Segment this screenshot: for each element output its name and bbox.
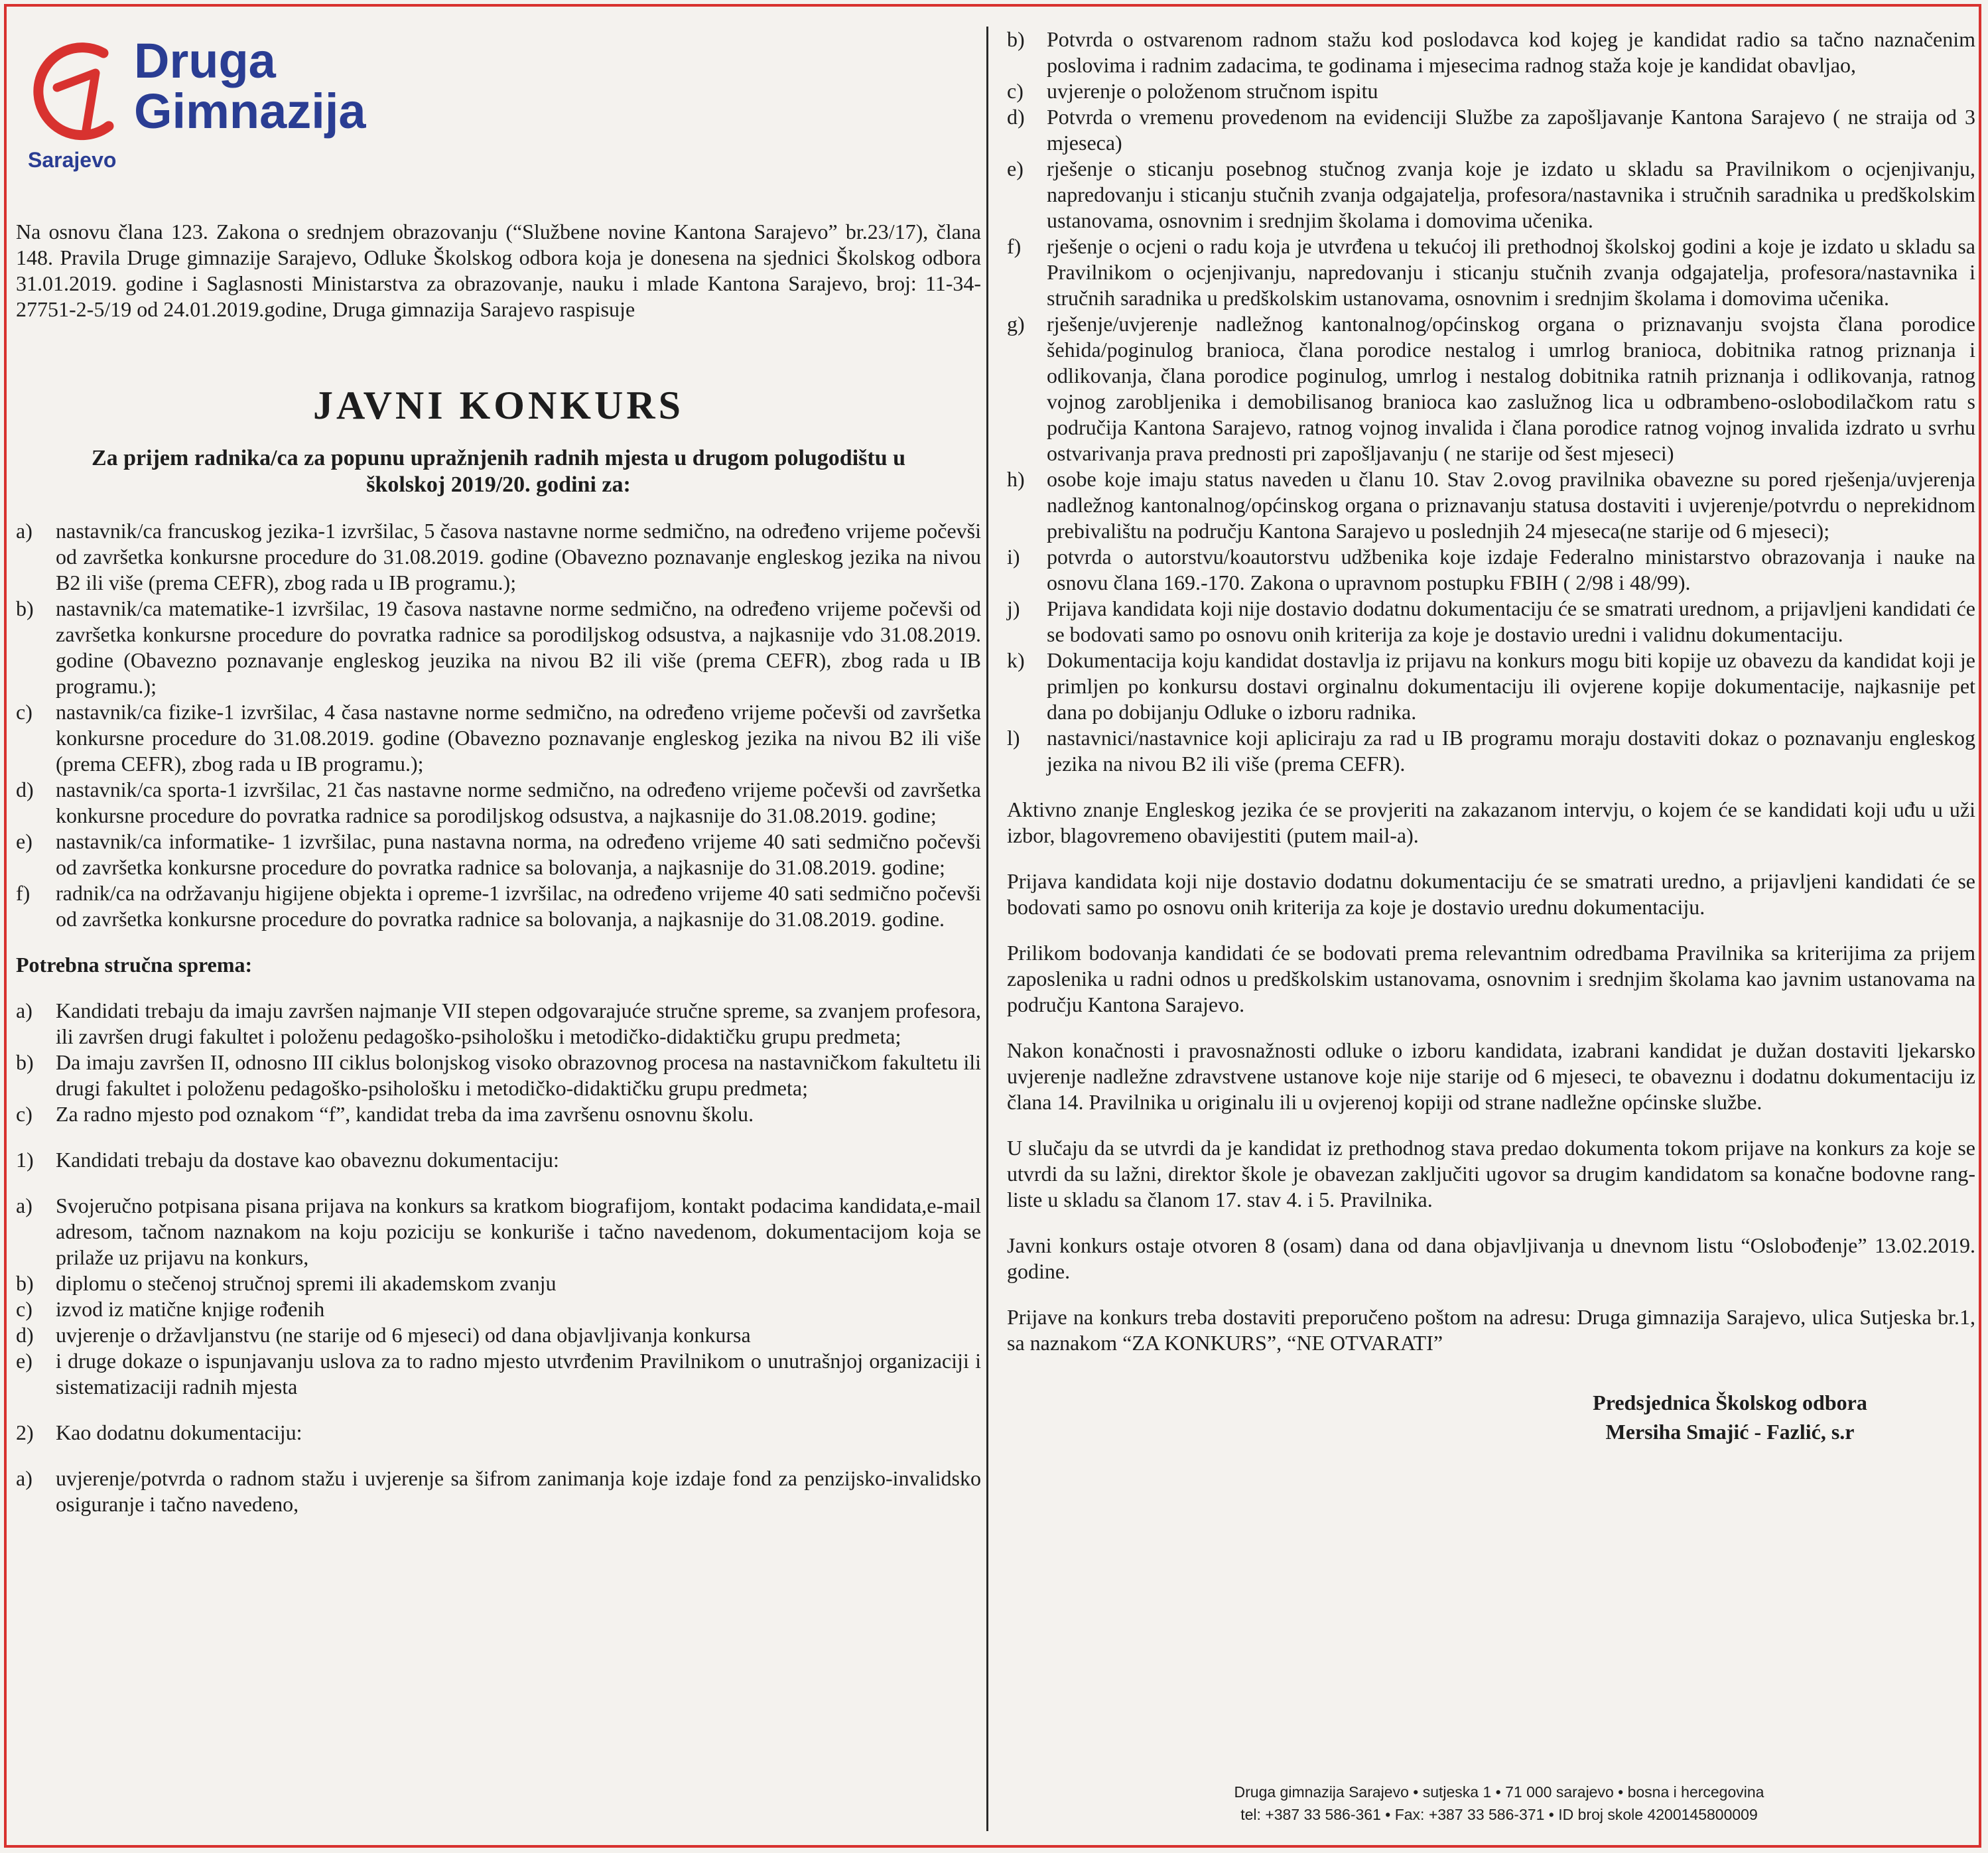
logo-city: Sarajevo: [28, 148, 117, 172]
closing-paragraphs: [1007, 797, 1975, 1356]
list-item-text: rješenje o sticanju posebnog stučnog zvanja koje je izdato u skladu sa Pravilnikom o ocjenjivanju, napredovanju i sticanju stučnih zvanja odgajatelja, profesora/nastavnika i stručnih saradnika u predškolskim ustanovama, osnovnim i srednjim školama i domovima učenika.: [1047, 157, 1975, 232]
list-item: [1007, 648, 1975, 725]
qualifications-list: [16, 998, 981, 1127]
list-item-label: e): [16, 829, 33, 853]
list-item-label: b): [16, 1050, 34, 1074]
list-item: [1007, 78, 1975, 104]
list-item-label: g): [1007, 312, 1025, 336]
list-item: [16, 1050, 981, 1101]
list-item-label: 2): [16, 1420, 34, 1444]
list-item-text: nastavnik/ca sporta-1 izvršilac, 21 čas nastavne norme sedmično, na određeno vrijeme počevši od završetka konkursne procedure do povratka radnice sa porodiljskog odsustva, a najkasnije do 31.08.2019. godine;: [56, 778, 981, 827]
list-item-label: c): [16, 1102, 33, 1126]
body-paragraph: Javni konkurs ostaje otvoren 8 (osam) dana od dana objavljivanja u dnevnom listu “Oslobođenje” 13.02.2019. godine.: [1007, 1233, 1975, 1283]
logo-line-1: Druga: [134, 33, 276, 88]
list-item-label: a): [16, 519, 33, 543]
list-item-text: Svojeručno potpisana pisana prijava na konkurs sa kratkom biografijom, kontakt podacima kandidata,e-mail adresom, tačnom naznakom na koju poziciju se konkuriše i tačno navedenom, dokumentacijom koja se prilaže uz prijavu na konkurs,: [56, 1194, 981, 1269]
docs2-list-right: [1007, 27, 1975, 777]
list-item: [16, 1466, 981, 1517]
list-item-label: j): [1007, 596, 1020, 620]
list-item-text: potvrda o autorstvu/koautorstvu udžbenika koje izdaje Federalno ministarstvo obrazovanja i nauke na osnovu člana 169.-170. Zakona o upravnom postupku FBIH ( 2/98 i 48/99).: [1047, 545, 1975, 594]
list-item-label: d): [16, 1323, 34, 1347]
list-item-text: nastavnici/nastavnice koji apliciraju za rad u IB programu moraju dostaviti dokaz o poznavanju engleskog jezika na nivou B2 ili više (prema CEFR).: [1047, 726, 1975, 776]
docs2-section: [16, 1420, 981, 1446]
list-item: [16, 596, 981, 699]
list-item: [1007, 27, 1975, 78]
list-item: [16, 1296, 981, 1322]
list-item: [16, 1147, 981, 1173]
list-item: [1007, 104, 1975, 156]
list-item-label: c): [1007, 79, 1024, 103]
list-item-label: f): [1007, 234, 1022, 258]
body-paragraph: Prilikom bodovanja kandidati će se bodovati prema relevantnim odredbama Pravilnika sa kriterijima za prijem zaposlenika u radni odnos u predškolskim ustanovama, osnovnim i srednjim školama kao javnim ustanovama na području Kantona Sarajevo.: [1007, 941, 1975, 1016]
list-item: [16, 1348, 981, 1400]
list-item: [16, 998, 981, 1050]
positions-list: [16, 518, 981, 932]
body-paragraph: U slučaju da se utvrdi da je kandidat iz prethodnog stava predao dokumenta tokom prijave na konkurs za koje se utvrdi da su lažni, direktor škole je obavezan zaključiti ugovor sa drugim kandidatom sa konačne bodovne rang-liste u skladu sa članom 17. stav 4. i 5. Pravilnika.: [1007, 1136, 1975, 1211]
list-item-text: Za radno mjesto pod oznakom “f”, kandidat treba da ima završenu osnovnu školu.: [56, 1102, 754, 1126]
body-paragraph: Aktivno znanje Engleskog jezika će se provjeriti na zakazanom intervju, o kojem će se kandidati koji uđu u uži izbor, blagovremeno obavijestiti (putem mail-a).: [1007, 797, 1975, 847]
list-item: [1007, 466, 1975, 544]
school-logo: [16, 27, 981, 199]
list-item: [1007, 311, 1975, 466]
list-item-label: a): [16, 1194, 33, 1217]
signature-role: Predsjednica Školskog odbora: [1593, 1391, 1867, 1414]
list-item-text: diplomu o stečenoj stručnoj spremi ili akademskom zvanju: [56, 1271, 557, 1295]
signature-block: [1485, 1388, 1975, 1446]
list-item-label: h): [1007, 467, 1025, 491]
list-item-text: nastavnik/ca informatike- 1 izvršilac, puna nastavna norma, na određeno vrijeme 40 sati sedmično počevši od završetka konkursne procedure do povratka radnice sa bolovanja, a najkasnije do 31.08.2019. godine;: [56, 829, 981, 879]
list-item-label: b): [16, 1271, 34, 1295]
docs1-section: [16, 1147, 981, 1173]
list-item: [16, 1270, 981, 1296]
logo-name: [134, 33, 366, 139]
list-item-label: l): [1007, 726, 1020, 750]
list-item-text: nastavnik/ca francuskog jezika-1 izvršilac, 5 časova nastavne norme sedmično, na određeno vrijeme počevši od završetka konkursne procedure do 31.08.2019. godine (Obavezno poznavanje engleskog jezika na nivou B2 ili više (prema CEFR), zbog rada u IB programu.);: [56, 519, 981, 594]
body-paragraph: Nakon konačnosti i pravosnažnosti odluke o izboru kandidata, izabrani kandidat je dužan dostaviti ljekarsko uvjerenje nadležne zdravstvene ustanove koje nije starije od 6 mjeseci, te obaveznu i dodatnu dokumentaciju iz člana 14. Pravilnika u originalu ili u ovjerenoj kopiji od strane nadležne općinske službe.: [1007, 1038, 1975, 1114]
list-item-label: e): [1007, 157, 1024, 180]
list-item: [1007, 156, 1975, 234]
docs2-list-left: [16, 1466, 981, 1517]
list-item: [16, 1193, 981, 1270]
list-item-label: f): [16, 881, 31, 905]
body-paragraph: Prijava kandidata koji nije dostavio dodatnu dokumentaciju će se smatrati uredno, a prijavljeni kandidati će se bodovati samo po osnovu onih kriterija za koje je dostavio urednu dokumentaciju.: [1007, 869, 1975, 919]
list-item-text: Potvrda o vremenu provedenom na evidenciji Službe za zapošljavanje Kantona Sarajevo ( ne straija od 3 mjeseca): [1047, 105, 1975, 155]
list-item-label: e): [16, 1349, 33, 1373]
list-item: [16, 1101, 981, 1127]
list-item-label: b): [1007, 27, 1025, 51]
left-column: [16, 27, 981, 1517]
list-item-text: Kao dodatnu dokumentaciju:: [56, 1420, 302, 1444]
list-item-text: Prijava kandidata koji nije dostavio dodatnu dokumentaciju će se smatrati urednom, a prijavljeni kandidati će se bodovati samo po osnovu onih kriterija za koje je dostavio uredni i validnu dokumentaciju.: [1047, 596, 1975, 646]
qualifications-heading: Potrebna stručna sprema:: [16, 953, 253, 977]
list-item-label: 1): [16, 1148, 34, 1172]
list-item-text: radnik/ca na održavanju higijene objekta i opreme-1 izvršilac, na određeno vrijeme 40 sati sedmično počevši od završetka konkursne procedure do povratka radnice sa bolovanja, a najkasnije do 31.08.2019. godine.: [56, 881, 981, 931]
list-item-text: Dokumentacija koju kandidat dostavlja iz prijavu na konkurs mogu biti kopije uz obavezu da kandidat koji je primljen po konkursu dostavi orginalnu dokumentaciju ili ovjerene kopije dokumentacije, najkasnije pet dana po dobijanju Odluke o izboru radnika.: [1047, 648, 1975, 724]
right-column: [1007, 27, 1975, 1446]
column-divider: [986, 27, 988, 1831]
page-footer: [1167, 1781, 1831, 1826]
list-item: [16, 880, 981, 932]
logo-mark-icon: [25, 38, 131, 145]
signature-name: Mersiha Smajić - Fazlić, s.r: [1605, 1420, 1855, 1444]
footer-contact: tel: +387 33 586-361 • Fax: +387 33 586-371 • ID broj skole 4200145800009: [1240, 1806, 1758, 1823]
list-item-text: osobe koje imaju status naveden u članu 10. Stav 2.ovog pravilnika obavezne su pored rješenja/uvjerenja nadležnog kantonalnog/općinskog organa o priznavanju statusa dostaviti i uvjerenje/potvrdu o neprekidnom prebivalištu na području Kantona Sarajevo u poslednjih 24 mjeseca(ne starije od 6 mjeseci);: [1047, 467, 1975, 543]
list-item-label: d): [16, 778, 34, 801]
list-item-label: a): [16, 998, 33, 1022]
docs1-list: [16, 1193, 981, 1400]
list-item-text: i druge dokaze o ispunjavanju uslova za to radno mjesto utvrđenim Pravilnikom o unutrašnjoj organizaciji i sistematizaciji radnih mjesta: [56, 1349, 981, 1399]
list-item-label: c): [16, 1297, 33, 1321]
list-item: [16, 829, 981, 880]
list-item: [16, 518, 981, 596]
list-item-label: i): [1007, 545, 1020, 569]
list-item-text: Kandidati trebaju da imaju završen najmanje VII stepen odgovarajuće stručne spreme, sa zvanjem profesora, ili završen drugi fakultet i položenu pedagoško-psihološku i metodičko-didaktičku grupu predmeta;: [56, 998, 981, 1048]
list-item-text: nastavnik/ca fizike-1 izvršilac, 4 časa nastavne norme sedmično, na određeno vrijeme počevši od završetka konkursne procedure do 31.08.2019. godine (Obavezno poznavanje engleskog jezika na nivou B2 ili više (prema CEFR), zbog rada u IB programu.);: [56, 700, 981, 776]
body-paragraph: Prijave na konkurs treba dostaviti preporučeno poštom na adresu: Druga gimnazija Sarajevo, ulica Sutjeska br.1, sa naznakom “ZA KONKURS”, “NE OTVARATI”: [1007, 1305, 1975, 1355]
list-item-text: Kandidati trebaju da dostave kao obaveznu dokumentaciju:: [56, 1148, 559, 1172]
list-item-text: uvjerenje o položenom stručnom ispitu: [1047, 79, 1378, 103]
list-item-text: uvjerenje o državljanstvu (ne starije od 6 mjeseci) od dana objavljivanja konkursa: [56, 1323, 751, 1347]
list-item-label: a): [16, 1466, 33, 1490]
list-item: [16, 777, 981, 829]
document-subtitle: Za prijem radnika/ca za popunu upražnjenih radnih mjesta u drugom polugodištu u školskoj 2019/20. godini za:: [91, 446, 906, 497]
list-item-text: uvjerenje/potvrda o radnom stažu i uvjerenje sa šifrom zanimanja koje izdaje fond za penzijsko-invalidsko osiguranje i tačno navedeno,: [56, 1466, 981, 1516]
list-item: [16, 1420, 981, 1446]
logo-line-2: Gimnazija: [134, 84, 366, 139]
list-item: [1007, 544, 1975, 596]
list-item: [1007, 234, 1975, 311]
list-item-text: Da imaju završen II, odnosno III ciklus bolonjskog visoko obrazovnog procesa na nastavničkom fakultetu ili drugi fakultet i položenu pedagoško-psihološku i metodičko-didaktičku grupu predmeta;: [56, 1050, 981, 1100]
list-item: [16, 1322, 981, 1348]
list-item-label: c): [16, 700, 33, 724]
list-item-text: Potvrda o ostvarenom radnom stažu kod poslodavca kod kojeg je kandidat radio sa tačno naznačenim poslovima i radnim zadacima, te godinama i mjesecima radnog staža koje je kandidat obavljao,: [1047, 27, 1975, 77]
list-item-label: d): [1007, 105, 1025, 129]
list-item-label: k): [1007, 648, 1025, 672]
list-item-text: rješenje/uvjerenje nadležnog kantonalnog/općinskog organa o priznavanju svojsta člana porodice šehida/poginulog branioca, člana porodice nestalog i umrlog branioca, dobitnika ratnog priznanja i odlikovanja, člana porodice poginulog, umrlog i nestalog dobitnika ratnih priznanja i odlikovanja, ratnog vojnog zarobljenika i demobilisanog branioca kao zaslužnog lica u odbrambeno-oslobodilačkom ratu s područija Kantona Sarajevo, ratnog vojnog invalida i člana porodice ratnog vojnog invalida izdrato u svrhu ostvarivanja prava prednosti pri zapošljavanju ( ne starije od šest mjeseci): [1047, 312, 1975, 465]
document-title: JAVNI KONKURS: [313, 383, 684, 427]
list-item: [1007, 725, 1975, 777]
list-item-text: izvod iz matične knjige rođenih: [56, 1297, 325, 1321]
list-item: [16, 699, 981, 777]
list-item-text: nastavnik/ca matematike-1 izvršilac, 19 časova nastavne norme sedmično, na određeno vrijeme počevši od završetka konkursne procedure do povratka radnice sa porodiljskog odsustva, a najkasnije vdo 31.08.2019. godine (Obavezno poznavanje engleskog jeuzika na nivou B2 ili više (prema CEFR), zbog rada u IB programu.);: [56, 596, 981, 698]
list-item-label: b): [16, 596, 34, 620]
list-item: [1007, 596, 1975, 648]
footer-address: Druga gimnazija Sarajevo • sutjeska 1 • 71 000 sarajevo • bosna i hercegovina: [1234, 1783, 1764, 1801]
list-item-text: rješenje o ocjeni o radu koja je utvrđena u tekućoj ili prethodnoj školskoj godini a koje je izdato u skladu sa Pravilnikom o ocjenjivanju, napredovanju i sticanju stučnih zvanja odgajatelja, profesora/nastavnika i stručnih saradnika u predškolskim ustanovama, osnovnim i srednjim školama i domovima učenika.: [1047, 234, 1975, 310]
intro-paragraph: Na osnovu člana 123. Zakona o srednjem obrazovanju (“Službene novine Kantona Sarajevo” br.23/17), člana 148. Pravila Druge gimnazije Sarajevo, Odluke Školskog odbora koja je donesena na sjednici Školskog odbora 31.01.2019. godine i Saglasnosti Ministarstva za obrazovanje, nauku i mlade Kantona Sarajevo, broj: 11-34-27751-2-5/19 od 24.01.2019.godine, Druga gimnazija Sarajevo raspisuje: [16, 220, 981, 321]
